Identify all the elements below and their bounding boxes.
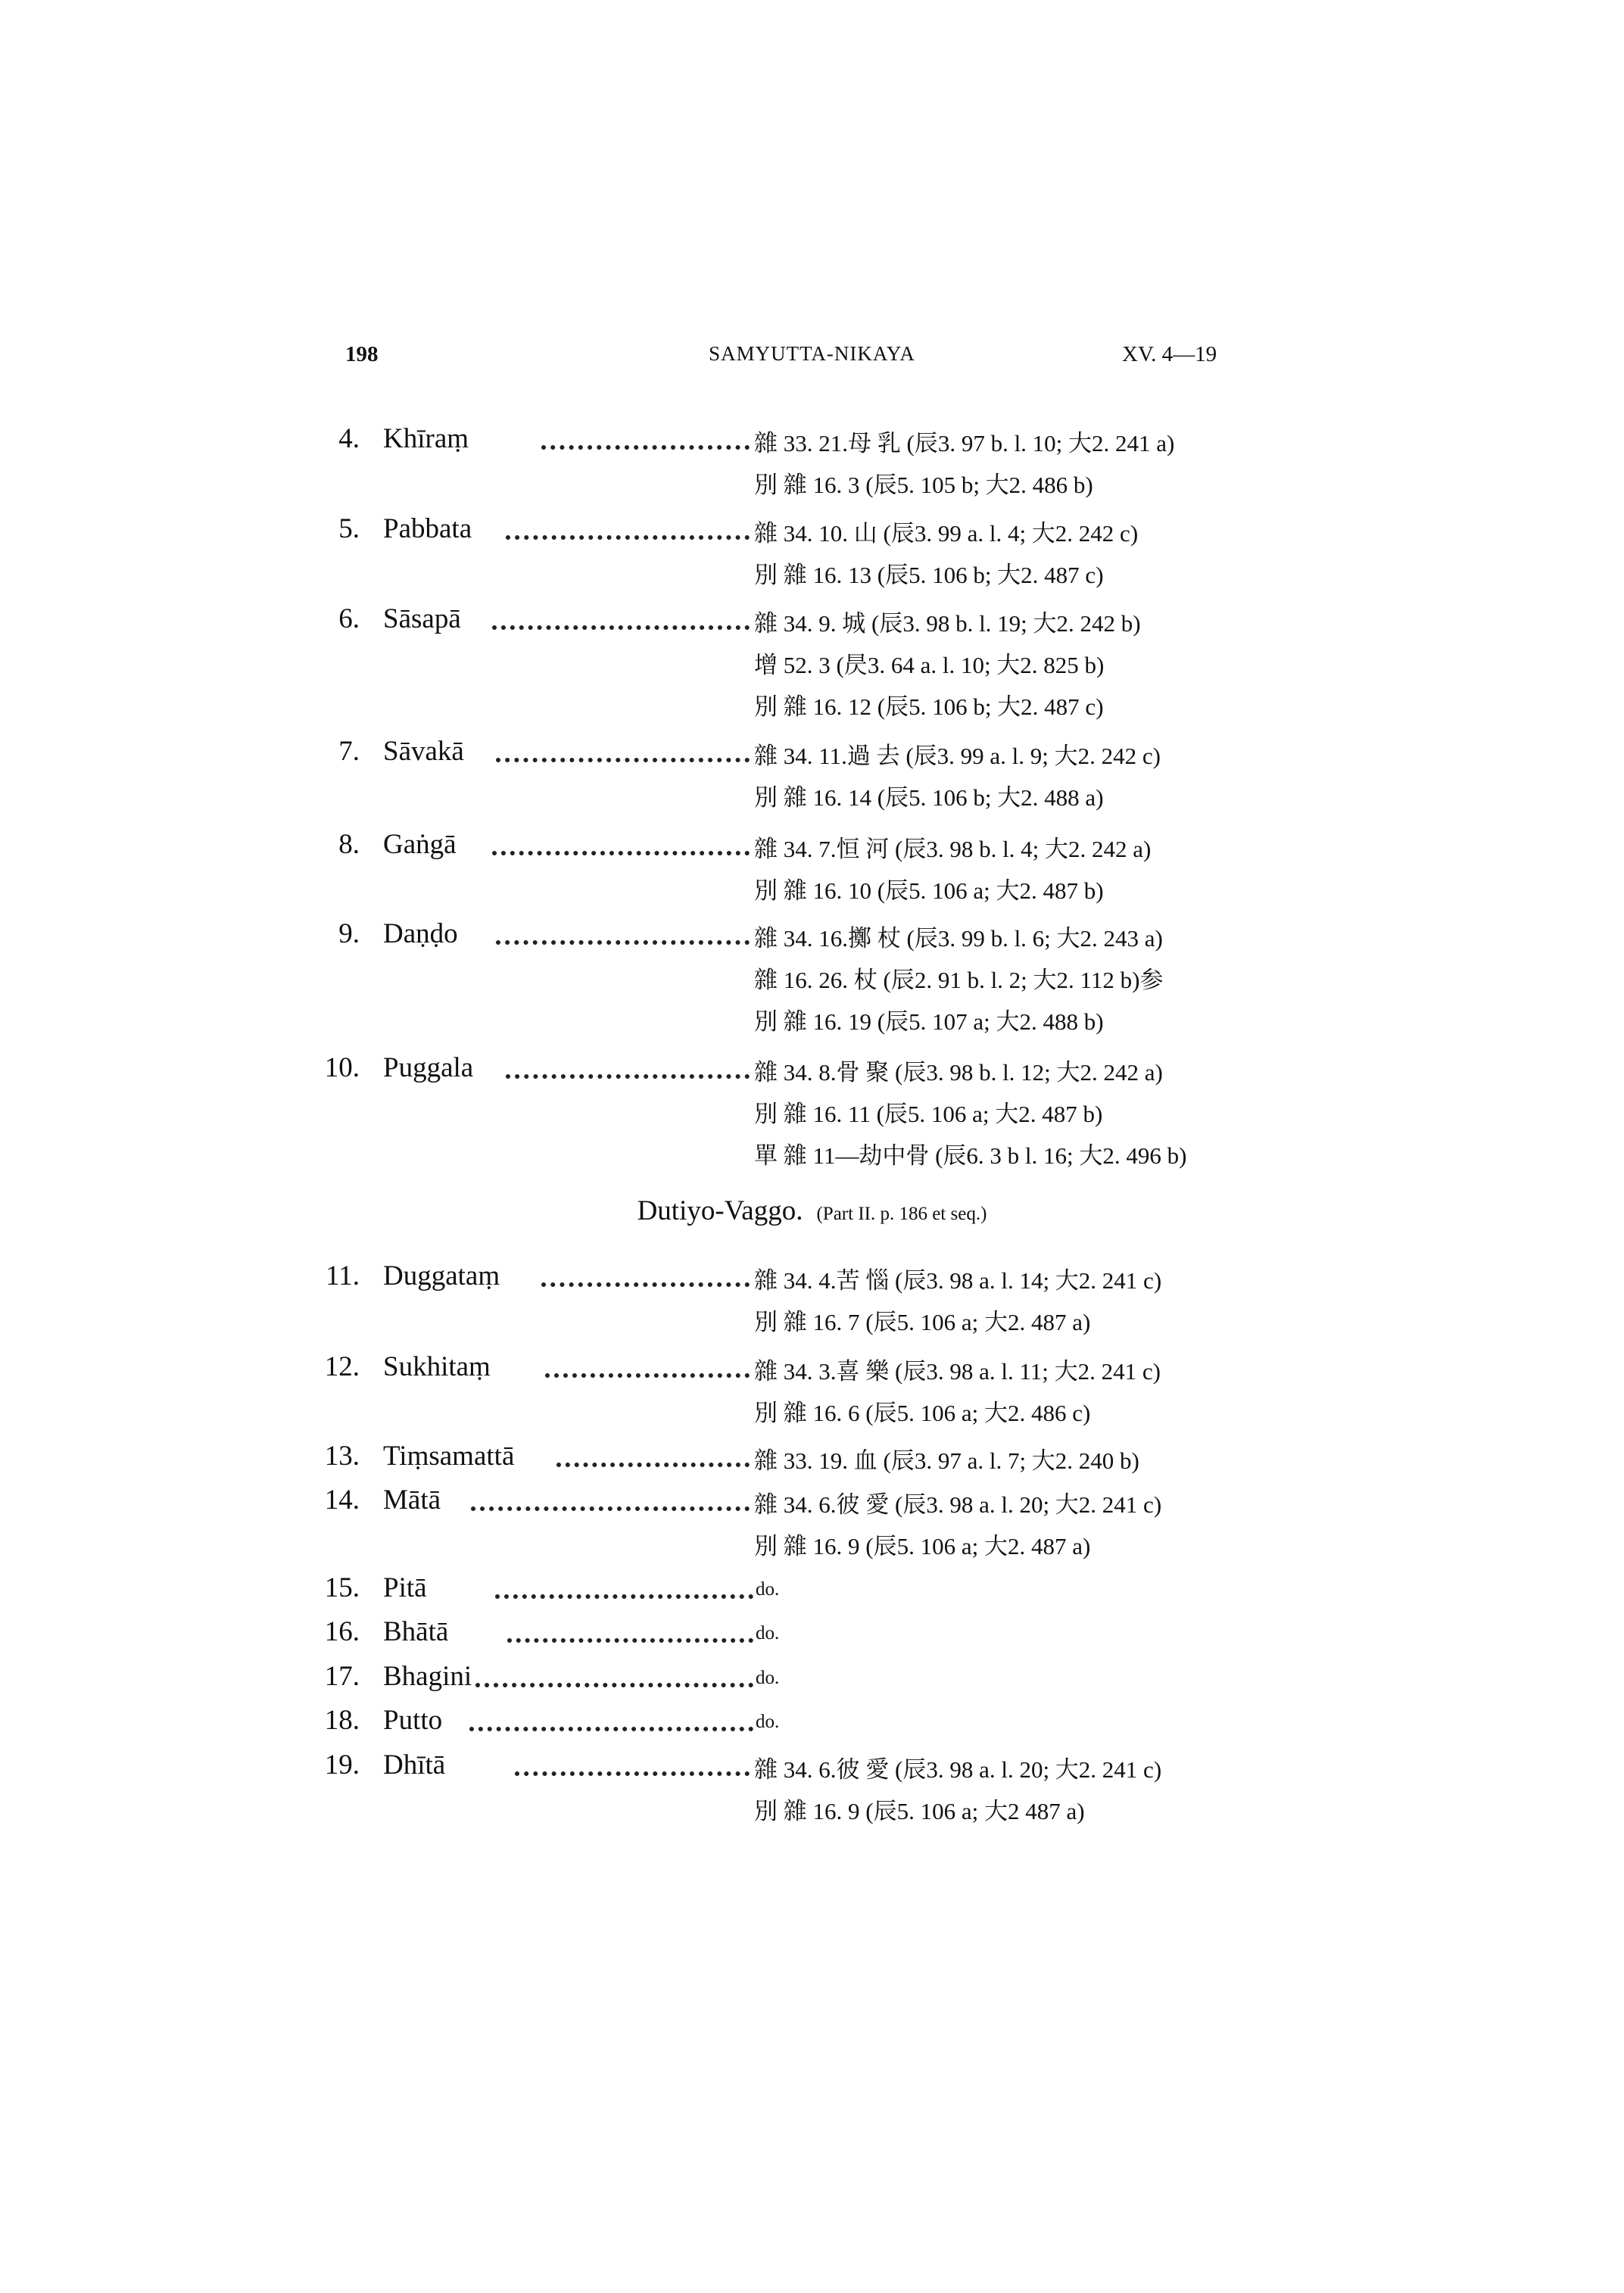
entry-number: 8.	[338, 829, 360, 860]
reference-line: 雜 34. 10. 山 (辰3. 99 a. l. 4; 大2. 242 c)	[754, 520, 1139, 547]
entry-number: 4.	[338, 423, 360, 454]
entry-name: Sāsapā	[383, 603, 461, 634]
ditto-mark: do.	[756, 1623, 780, 1643]
entry-name: Pitā	[383, 1572, 427, 1603]
entry-name: Putto	[383, 1705, 443, 1736]
reference-line: 別 雜 16. 7 (辰5. 106 a; 大2. 487 a)	[754, 1309, 1091, 1335]
entry-name: Sāvakā	[383, 736, 464, 767]
leader-dots	[541, 1278, 750, 1287]
leader-dots	[496, 753, 750, 762]
entry-number: 19.	[324, 1749, 360, 1781]
ditto-mark: do.	[756, 1712, 780, 1732]
reference-line: 雜 33. 21.母 乳 (辰3. 97 b. l. 10; 大2. 241 a)	[754, 430, 1175, 456]
leader-dots	[475, 1678, 753, 1687]
section-heading	[0, 1195, 1624, 1227]
section-note: (Part II. p. 186 et seq.)	[816, 1204, 987, 1224]
leader-dots	[496, 936, 750, 945]
entry-number: 6.	[338, 603, 360, 634]
reference-line: 別 雜 16. 14 (辰5. 106 b; 大2. 488 a)	[754, 784, 1104, 811]
reference-line: 雜 34. 4.苦 惱 (辰3. 98 a. l. 14; 大2. 241 c)	[754, 1267, 1162, 1294]
entry-number: 15.	[324, 1572, 360, 1603]
entry-name: Tiṃsamattā	[383, 1441, 515, 1472]
entry-number: 12.	[324, 1351, 360, 1382]
ditto-mark: do.	[756, 1579, 780, 1600]
entry-number: 18.	[324, 1705, 360, 1736]
reference-line: 別 雜 16. 19 (辰5. 107 a; 大2. 488 b)	[754, 1008, 1104, 1035]
leader-dots	[507, 1634, 753, 1643]
page-number: 198	[345, 342, 379, 366]
entry-name: Puggala	[383, 1052, 474, 1083]
leader-dots	[492, 621, 750, 630]
entry-name: Sukhitaṃ	[383, 1351, 491, 1382]
entry-number: 14.	[324, 1485, 360, 1516]
entry-number: 5.	[338, 513, 360, 544]
reference-line: 雜 34. 7.恒 河 (辰3. 98 b. l. 4; 大2. 242 a)	[754, 836, 1152, 862]
reference-line: 單 雜 11—劫中骨 (辰6. 3 b l. 16; 大2. 496 b)	[754, 1142, 1187, 1169]
entry-name: Dhītā	[383, 1749, 446, 1781]
entry-name: Gaṅgā	[383, 829, 457, 860]
leader-dots	[492, 846, 750, 855]
entry-name: Bhātā	[383, 1616, 449, 1647]
entry-name: Daṇḍo	[383, 918, 458, 949]
section-range: XV. 4—19	[1122, 342, 1217, 366]
entry-number: 17.	[324, 1661, 360, 1692]
leader-dots	[515, 1767, 750, 1776]
reference-line: 雜 16. 26. 杖 (辰2. 91 b. l. 2; 大2. 112 b)参	[754, 967, 1164, 993]
reference-line: 雜 33. 19. 血 (辰3. 97 a. l. 7; 大2. 240 b)	[754, 1447, 1139, 1474]
entry-number: 16.	[324, 1616, 360, 1647]
leader-dots	[471, 1502, 750, 1511]
reference-line: 別 雜 16. 13 (辰5. 106 b; 大2. 487 c)	[754, 562, 1104, 588]
reference-line: 別 雜 16. 11 (辰5. 106 a; 大2. 487 b)	[754, 1101, 1103, 1127]
entry-number: 10.	[324, 1052, 360, 1083]
reference-line: 別 雜 16. 9 (辰5. 106 a; 大2 487 a)	[754, 1798, 1085, 1824]
running-title: SAMYUTTA-NIKAYA	[709, 342, 915, 365]
reference-line: 別 雜 16. 6 (辰5. 106 a; 大2. 486 c)	[754, 1400, 1091, 1426]
entry-name: Pabbata	[383, 513, 472, 544]
reference-line: 雜 34. 6.彼 愛 (辰3. 98 a. l. 20; 大2. 241 c)	[754, 1756, 1162, 1783]
ditto-mark: do.	[756, 1668, 780, 1688]
entry-name: Bhagini	[383, 1661, 472, 1692]
entry-number: 11.	[326, 1260, 360, 1291]
entry-name: Khīraṃ	[383, 423, 469, 454]
reference-line: 別 雜 16. 9 (辰5. 106 a; 大2. 487 a)	[754, 1533, 1091, 1559]
leader-dots	[545, 1369, 750, 1378]
entry-number: 13.	[324, 1441, 360, 1472]
leader-dots	[495, 1590, 753, 1599]
reference-line: 別 雜 16. 10 (辰5. 106 a; 大2. 487 b)	[754, 877, 1104, 904]
entry-number: 9.	[338, 918, 360, 949]
entry-name: Duggataṃ	[383, 1260, 500, 1291]
leader-dots	[541, 441, 750, 450]
leader-dots	[556, 1458, 750, 1467]
reference-line: 雜 34. 6.彼 愛 (辰3. 98 a. l. 20; 大2. 241 c)	[754, 1491, 1162, 1518]
section-title: Dutiyo-Vaggo.	[637, 1195, 803, 1226]
reference-line: 別 雜 16. 12 (辰5. 106 b; 大2. 487 c)	[754, 693, 1104, 720]
reference-line: 雜 34. 9. 城 (辰3. 98 b. l. 19; 大2. 242 b)	[754, 610, 1141, 637]
leader-dots	[506, 531, 750, 540]
entry-number: 7.	[338, 736, 360, 767]
reference-line: 別 雜 16. 3 (辰5. 105 b; 大2. 486 b)	[754, 472, 1093, 498]
reference-line: 雜 34. 16.擲 杖 (辰3. 99 b. l. 6; 大2. 243 a)	[754, 925, 1163, 952]
reference-line: 雜 34. 11.過 去 (辰3. 99 a. l. 9; 大2. 242 c)	[754, 743, 1161, 769]
reference-line: 增 52. 3 (昃3. 64 a. l. 10; 大2. 825 b)	[754, 652, 1105, 678]
entry-name: Mātā	[383, 1485, 441, 1516]
leader-dots	[506, 1070, 750, 1079]
reference-line: 雜 34. 8.骨 聚 (辰3. 98 b. l. 12; 大2. 242 a)	[754, 1059, 1163, 1086]
reference-line: 雜 34. 3.喜 樂 (辰3. 98 a. l. 11; 大2. 241 c)	[754, 1358, 1161, 1385]
leader-dots	[469, 1722, 753, 1731]
